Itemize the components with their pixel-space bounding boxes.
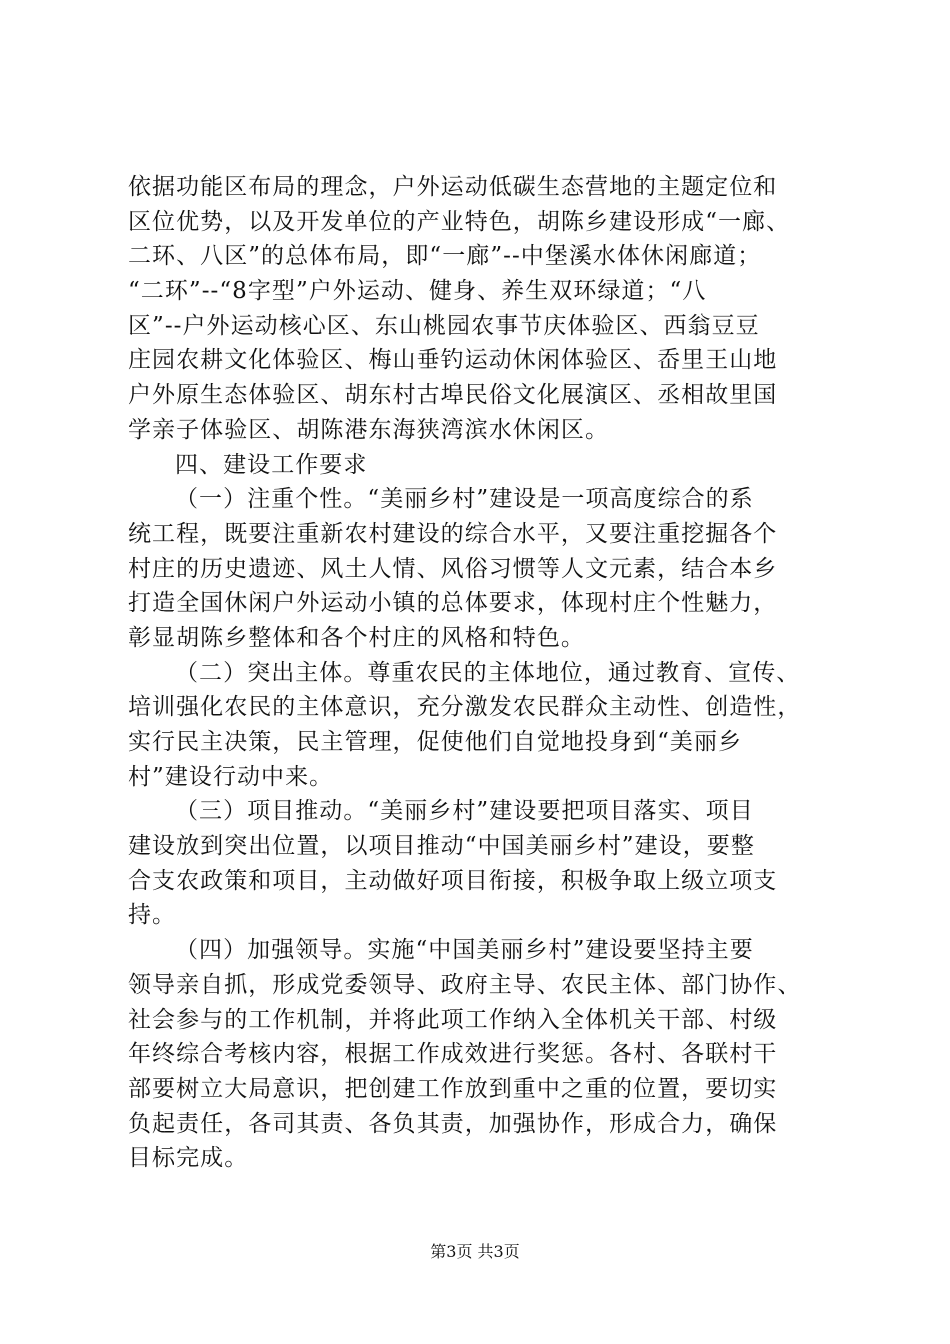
paragraph-first-line: （三）项目推动。“美丽乡村”建设要把项目落实、项目 [175, 798, 754, 825]
paragraph-first-line: （四）加强领导。实施“中国美丽乡村”建设要坚持主要 [175, 937, 754, 964]
text-line: 学亲子体验区、胡陈港东海狭湾滨水休闲区。 [128, 416, 609, 443]
text-line: 依据功能区布局的理念，户外运动低碳生态营地的主题定位和 [128, 174, 778, 200]
document-body [128, 170, 828, 1176]
text-line: 区”--户外运动核心区、东山桃园农事节庆体验区、西翁豆豆 [128, 312, 760, 339]
text-line: 实行民主决策，民主管理，促使他们自觉地投身到“美丽乡 [128, 729, 743, 755]
text-line: 彰显胡陈乡整体和各个村庄的风格和特色。 [128, 624, 585, 651]
text-line: 二环、八区”的总体布局，即“一廊”--中堡溪水体休闲廊道； [128, 243, 762, 270]
page-footer: 第3页 共3页 [430, 1242, 520, 1261]
paragraph-first-line: （一）注重个性。“美丽乡村”建设是一项高度综合的系 [175, 486, 754, 513]
text-line: 合支农政策和项目，主动做好项目衔接，积极争取上级立项支 [128, 867, 778, 894]
text-line: 年终综合考核内容，根据工作成效进行奖惩。各村、各联村干 [128, 1041, 778, 1068]
text-line: “二环”--“8字型”户外运动、健身、养生双环绿道；“八 [128, 278, 707, 305]
paragraph-first-line: 四、建设工作要求 [175, 451, 368, 478]
text-line: 打造全国休闲户外运动小镇的总体要求，体现村庄个性魅力， [128, 590, 778, 617]
text-line: 负起责任，各司其责、各负其责，加强协作，形成合力，确保 [128, 1110, 778, 1137]
text-line: 村庄的历史遗迹、风土人情、风俗习惯等人文元素，结合本乡 [128, 555, 778, 582]
text-line: 社会参与的工作机制，并将此项工作纳入全体机关干部、村级 [128, 1006, 778, 1033]
text-line: 村”建设行动中来。 [128, 763, 334, 790]
text-line: 区位优势，以及开发单位的产业特色，胡陈乡建设形成“一廊、 [128, 208, 791, 235]
text-line: 部要树立大局意识，把创建工作放到重中之重的位置，要切实 [128, 1075, 778, 1102]
text-line: 领导亲自抓，形成党委领导、政府主导、农民主体、部门协作、 [128, 971, 802, 998]
paragraph-first-line: （二）突出主体。尊重农民的主体地位，通过教育、宣传、 [175, 659, 801, 686]
text-line: 建设放到突出位置，以项目推动“中国美丽乡村”建设，要整 [128, 833, 755, 860]
text-line: 目标完成。 [128, 1145, 249, 1172]
text-line: 培训强化农民的主体意识，充分激发农民群众主动性、创造性， [128, 694, 802, 721]
text-line: 统工程，既要注重新农村建设的综合水平，又要注重挖掘各个 [128, 520, 778, 547]
text-line: 户外原生态体验区、胡东村古埠民俗文化展演区、丞相故里国 [128, 382, 778, 409]
text-line: 持。 [128, 902, 177, 929]
text-line: 庄园农耕文化体验区、梅山垂钓运动休闲体验区、岙里王山地 [128, 347, 778, 374]
